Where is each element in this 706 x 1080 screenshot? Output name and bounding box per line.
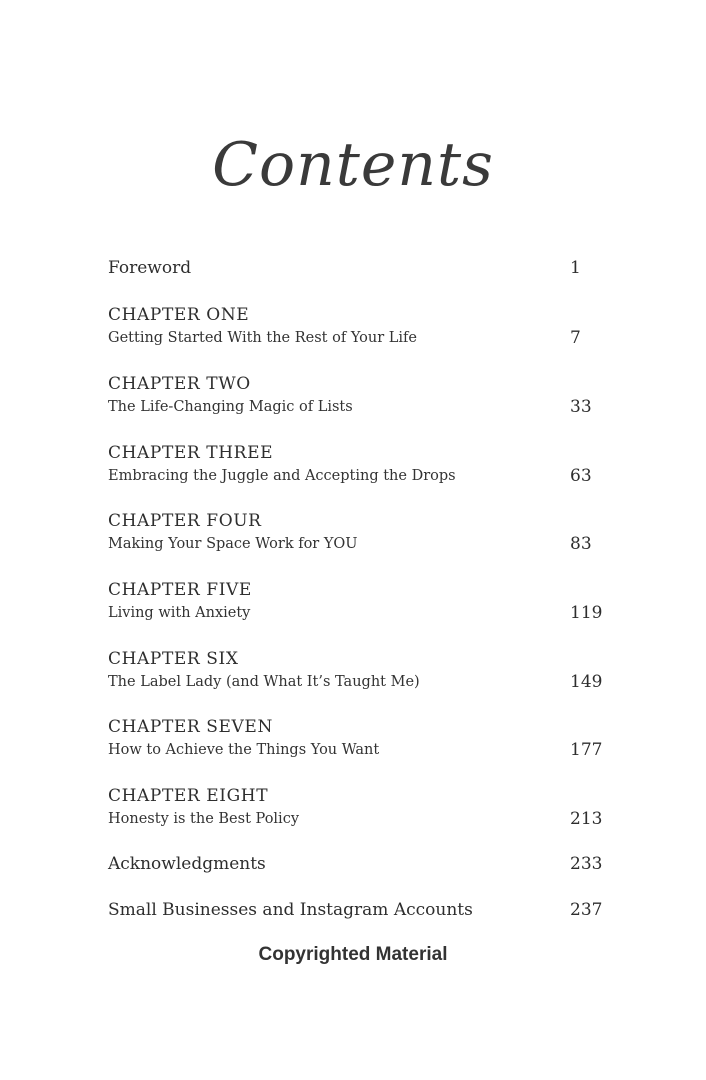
- toc-page-number: 213: [570, 809, 603, 829]
- chapter-subtitle: The Label Lady (and What It’s Taught Me): [108, 674, 420, 690]
- chapter-label: CHAPTER ONE: [108, 305, 250, 325]
- toc-entry-label: Acknowledgments: [108, 854, 266, 874]
- chapter-label: CHAPTER SIX: [108, 649, 239, 669]
- chapter-subtitle: Getting Started With the Rest of Your Life: [108, 330, 417, 346]
- chapter-subtitle: Living with Anxiety: [108, 605, 251, 621]
- toc-page-number: 177: [570, 740, 603, 760]
- toc-entry-label: Foreword: [108, 258, 192, 278]
- page-title: Contents: [212, 130, 494, 200]
- copyright-notice: Copyrighted Material: [258, 944, 448, 965]
- chapter-label: CHAPTER EIGHT: [108, 786, 269, 806]
- chapter-subtitle: How to Achieve the Things You Want: [108, 742, 380, 758]
- toc-page-number: 1: [570, 258, 581, 278]
- chapter-subtitle: Making Your Space Work for YOU: [108, 536, 358, 552]
- chapter-label: CHAPTER SEVEN: [108, 717, 273, 737]
- toc-page-number: 83: [570, 534, 592, 554]
- chapter-label: CHAPTER THREE: [108, 443, 274, 463]
- toc-page-number: 33: [570, 397, 592, 417]
- toc-page-number: 119: [570, 603, 603, 623]
- toc-entry-label: Small Businesses and Instagram Accounts: [108, 900, 473, 920]
- chapter-label: CHAPTER FIVE: [108, 580, 252, 600]
- chapter-subtitle: Honesty is the Best Policy: [108, 811, 300, 827]
- toc-page-number: 233: [570, 854, 603, 874]
- chapter-label: CHAPTER TWO: [108, 374, 251, 394]
- toc-page-number: 7: [570, 328, 581, 348]
- chapter-subtitle: Embracing the Juggle and Accepting the Drops: [108, 468, 456, 484]
- toc-page-number: 63: [570, 466, 592, 486]
- chapter-label: CHAPTER FOUR: [108, 511, 262, 531]
- chapter-subtitle: The Life-Changing Magic of Lists: [108, 399, 353, 415]
- toc-page-number: 149: [570, 672, 603, 692]
- toc-page-number: 237: [570, 900, 603, 920]
